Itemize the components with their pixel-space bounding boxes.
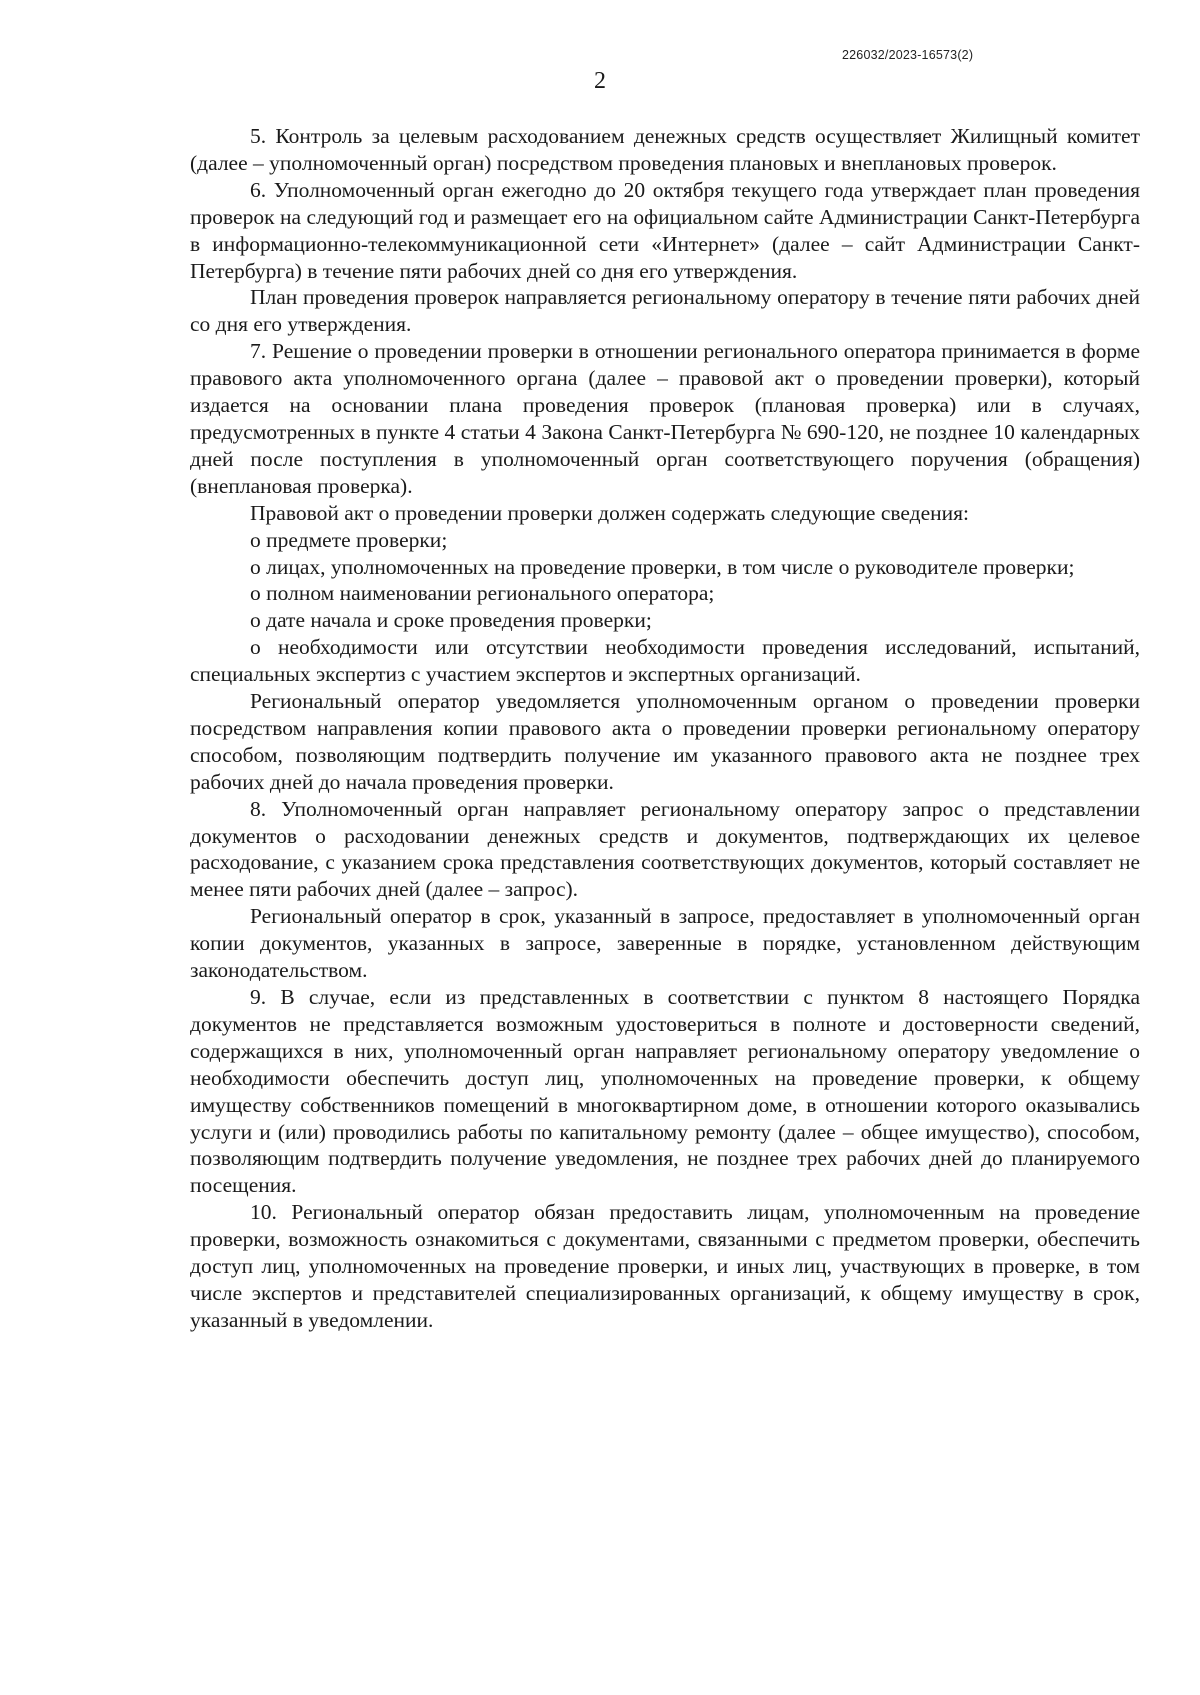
paragraph-5: 5. Контроль за целевым расходованием денежных средств осуществляет Жилищный комитет (далее – уполномоченный орган) посредством проведения плановых и внеплановых проверок.: [190, 124, 1140, 175]
paragraph-6: 6. Уполномоченный орган ежегодно до 20 октября текущего года утверждает план проведения проверок на следующий год и размещает его на официальном сайте Администрации Санкт-Петербурга в информационно-телекоммуникационной сети «Интернет» (далее – сайт Администрации Санкт-Петербурга) в течение пяти рабочих дней со дня его утверждения.: [190, 177, 1140, 283]
paragraph-8-response: Региональный оператор в срок, указанный в запросе, предоставляет в уполномоченный орган копии документов, указанных в запросе, заверенные в порядке, установленном действующим законодательством.: [190, 904, 1140, 983]
document-body: [190, 123, 1140, 1334]
list-item-date-term: о дате начала и сроке проведения проверки;: [250, 608, 652, 633]
list-item-expertise: о необходимости или отсутствии необходимости проведения исследований, испытаний, специальных экспертиз с участием экспертов и экспертных организаций.: [190, 635, 1140, 687]
page-number: 2: [594, 68, 606, 94]
paragraph-9: 9. В случае, если из представленных в соответствии с пунктом 8 настоящего Порядка документов не представляется возможным удостовериться в полноте и достоверности сведений, содержащихся в них, уполномоченный орган направляет региональному оператору уведомление о необходимости обеспечить доступ лиц, уполномоченных на проведение проверки, к общему имуществу собственников помещений в многоквартирном доме, в отношении которого оказывались услуги и (или) проводились работы по капитальному ремонту (далее – общее имущество), способом, позволяющим подтвердить получение уведомления, не позднее трех рабочих дней до планируемого посещения.: [190, 985, 1140, 1198]
list-item-subject: о предмете проверки;: [250, 527, 448, 552]
paragraph-6-plan-sent: План проведения проверок направляется региональному оператору в течение пяти рабочих дней со дня его утверждения.: [190, 285, 1140, 337]
paragraph-7-notification: Региональный оператор уведомляется уполномоченным органом о проведении проверки посредством направления копии правового акта о проведении проверки региональному оператору способом, позволяющим подтвердить получение им указанного правового акта не позднее трех рабочих дней до начала проведения проверки.: [190, 689, 1140, 794]
list-item-operator-name: о полном наименовании регионального оператора;: [250, 581, 715, 606]
paragraph-7: 7. Решение о проведении проверки в отношении регионального оператора принимается в форме правового акта уполномоченного органа (далее – правовой акт о проведении проверки), который издается на основании плана проведения проверок (плановая проверка) или в случаях, предусмотренных в пункте 4 статьи 4 Закона Санкт-Петербурга № 690-120, не позднее 10 календарных дней после поступления в уполномоченный орган соответствующего поручения (обращения) (внеплановая проверка).: [190, 339, 1140, 498]
paragraph-10: 10. Региональный оператор обязан предоставить лицам, уполномоченным на проведение проверки, возможность ознакомиться с документами, связанными с предметом проверки, обеспечить доступ лиц, уполномоченных на проведение проверки, и иных лиц, участвующих в проверке, в том числе экспертов и представителей специализированных организаций, к общему имуществу в срок, указанный в уведомлении.: [190, 1200, 1140, 1332]
document-registration-number: 226032/2023-16573(2): [842, 48, 974, 62]
paragraph-7-act-contents: Правовой акт о проведении проверки должен содержать следующие сведения:: [250, 500, 970, 525]
paragraph-8: 8. Уполномоченный орган направляет региональному оператору запрос о представлении документов о расходовании денежных средств и документов, подтверждающих их целевое расходование, с указанием срока представления соответствующих документов, который составляет не менее пяти рабочих дней (далее – запрос).: [190, 796, 1140, 902]
list-item-persons: о лицах, уполномоченных на проведение проверки, в том числе о руководителе проверки;: [250, 554, 1075, 579]
